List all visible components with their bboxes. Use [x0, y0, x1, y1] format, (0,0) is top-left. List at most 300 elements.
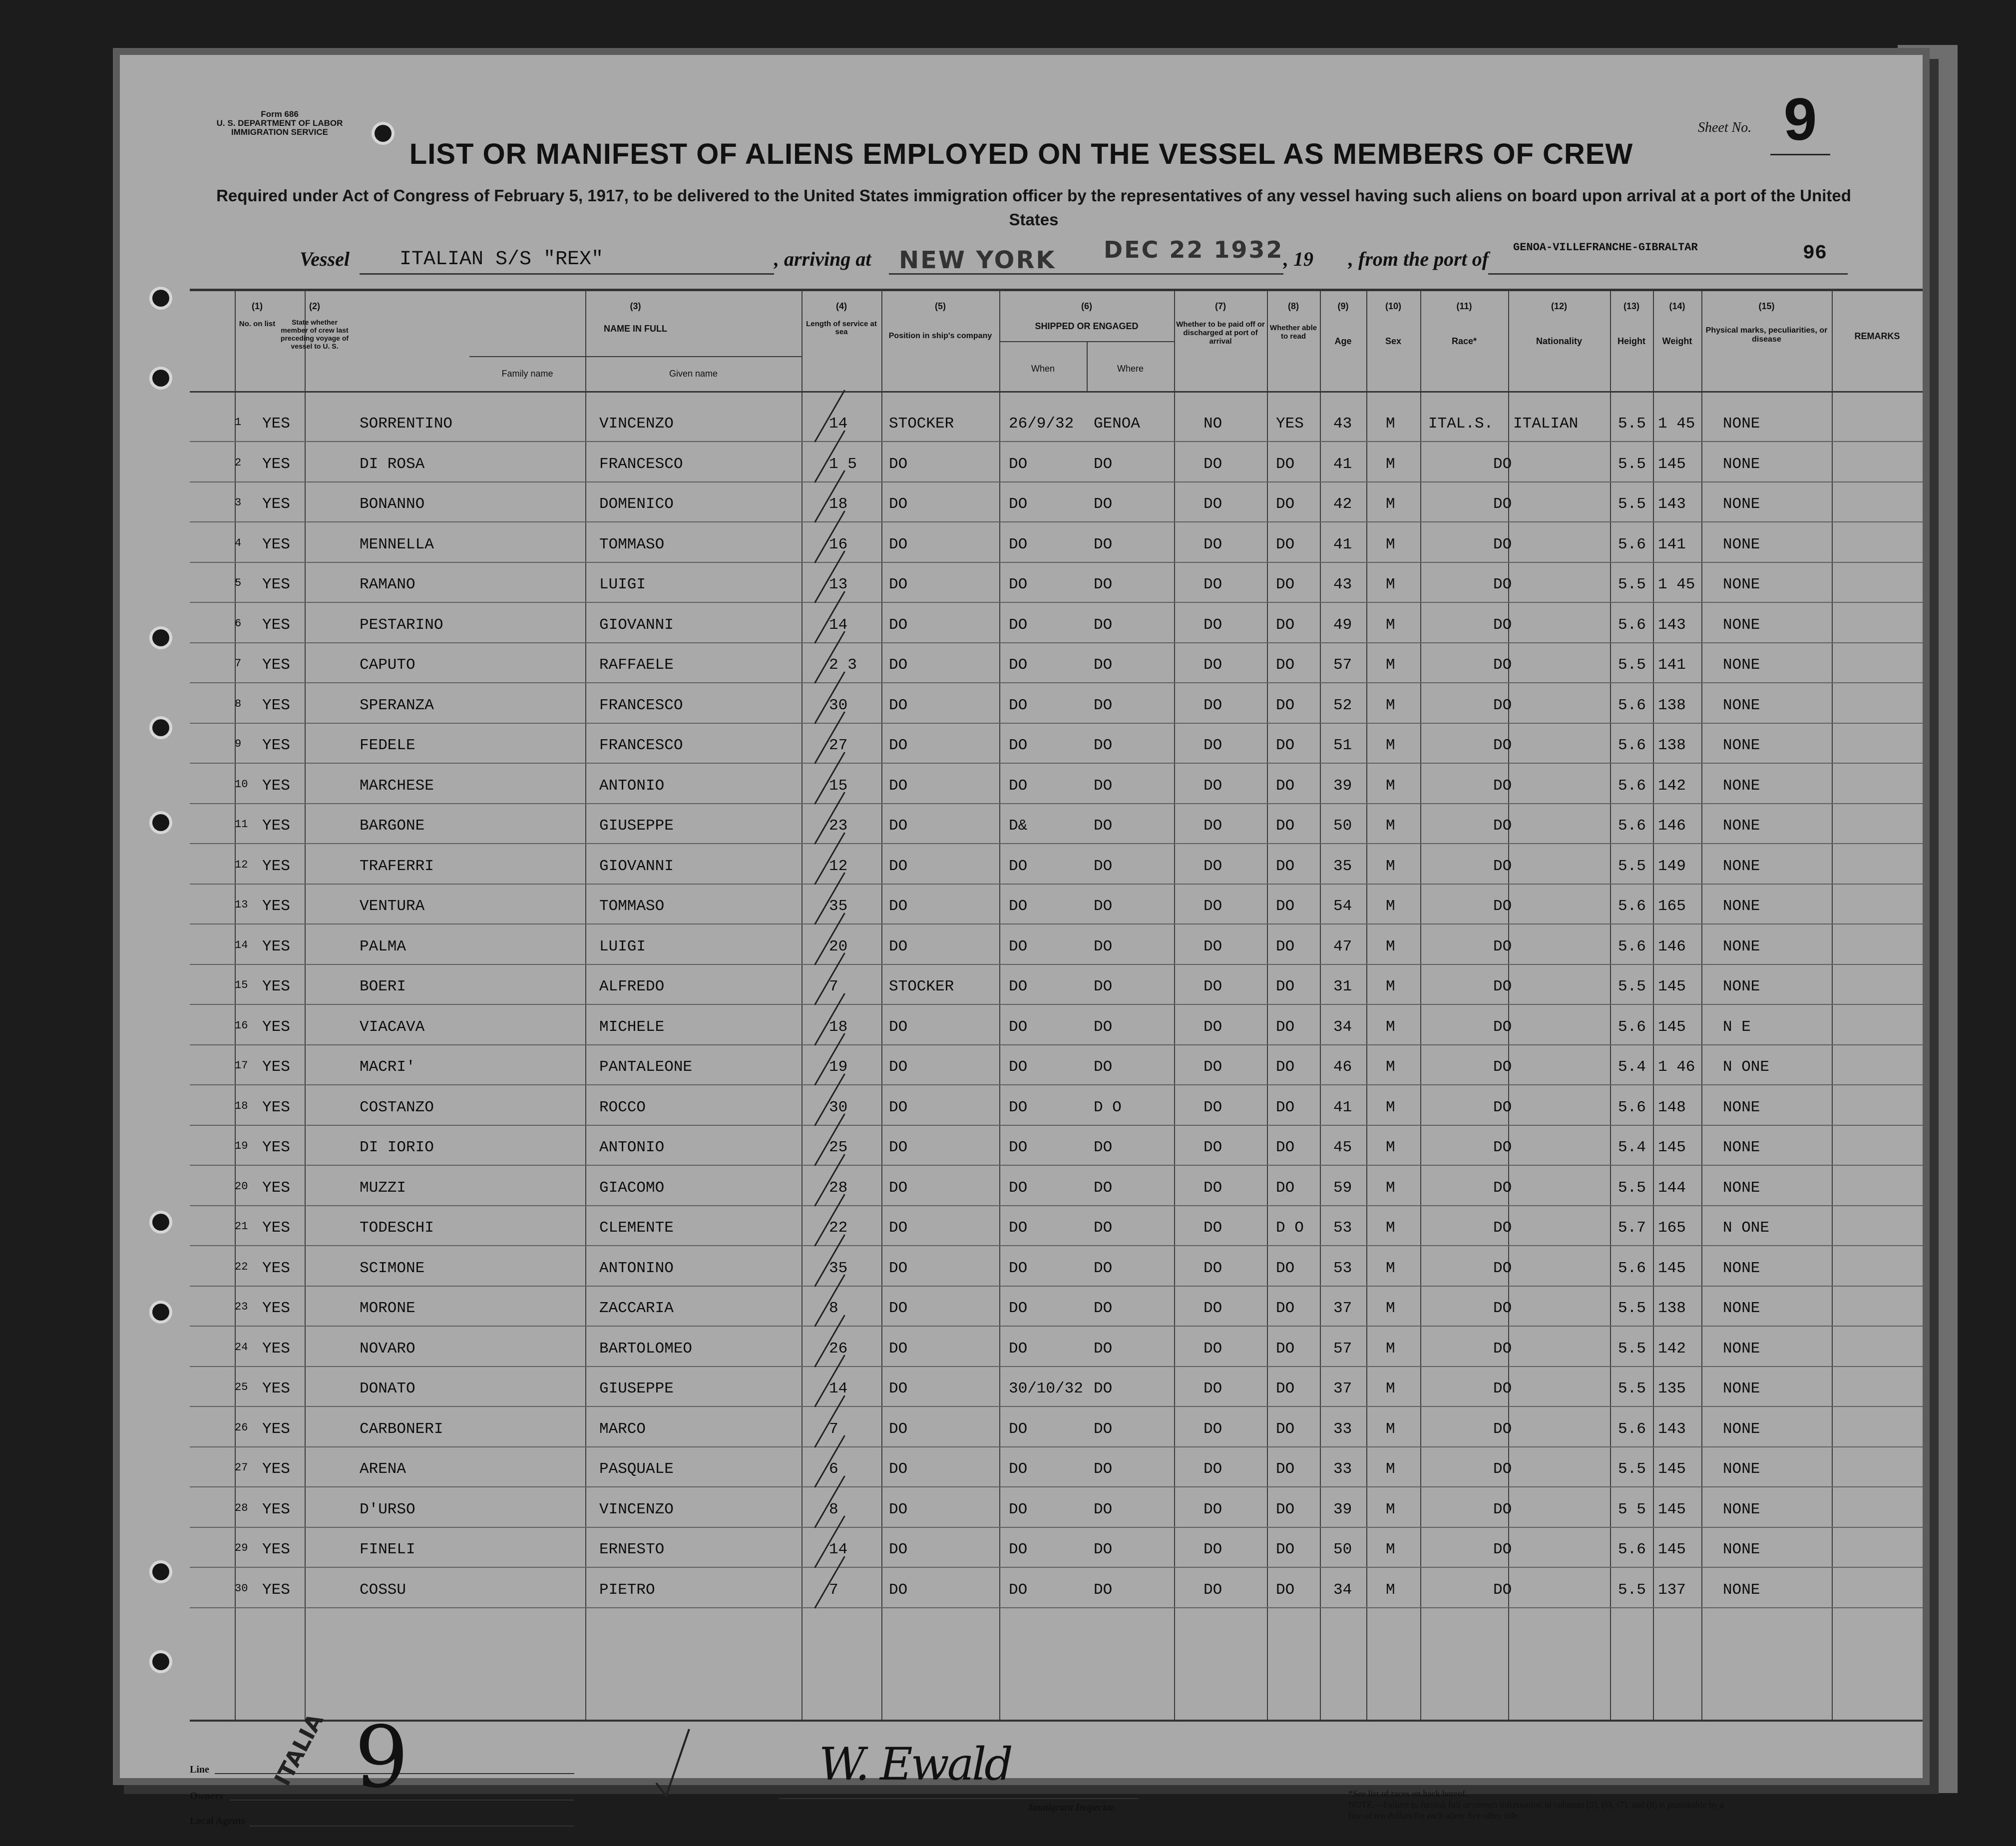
weight-cell: 145	[1658, 1500, 1686, 1518]
given-name-cell: VINCENZO	[599, 1500, 674, 1518]
age-cell: 37	[1333, 1300, 1352, 1317]
shipped-where-cell: DO	[1094, 978, 1113, 995]
race-cell: DO	[1493, 495, 1512, 513]
shipped-when-cell: DO	[1009, 1460, 1028, 1478]
position-cell: DO	[889, 1581, 908, 1599]
age-cell: 50	[1333, 817, 1352, 835]
age-cell: 51	[1333, 737, 1352, 754]
service-length-cell: 7	[829, 1581, 838, 1599]
age-cell: 41	[1333, 535, 1352, 553]
age-cell: 37	[1333, 1380, 1352, 1397]
height-cell: 5.6	[1618, 696, 1646, 714]
col-header-name-in-full: (3) NAME IN FULL	[604, 301, 667, 334]
table-row	[190, 683, 1923, 724]
sex-cell: M	[1386, 937, 1395, 955]
able-to-read-cell: DO	[1276, 495, 1295, 513]
weight-cell: 143	[1658, 495, 1686, 513]
shipped-where-cell: GENOA	[1094, 415, 1141, 433]
able-to-read-cell: DO	[1276, 1098, 1295, 1116]
height-cell: 5.6	[1618, 737, 1646, 754]
family-name-cell: MARCHESE	[360, 777, 434, 795]
race-cell: DO	[1493, 1581, 1512, 1599]
paid-off-cell: DO	[1204, 1500, 1222, 1518]
service-length-cell: 35	[829, 898, 848, 915]
physical-marks-cell: NONE	[1723, 1259, 1760, 1277]
paid-off-cell: DO	[1204, 495, 1222, 513]
position-cell: DO	[889, 1300, 908, 1317]
height-cell: 5.5	[1618, 1581, 1646, 1599]
col-header-remarks: REMARKS	[1854, 331, 1900, 341]
position-cell: DO	[889, 1380, 908, 1397]
col-header-able-to-read: (8) Whether able to read	[1269, 301, 1317, 341]
position-cell: DO	[889, 1058, 908, 1076]
shipped-where-cell: DO	[1094, 737, 1113, 754]
race-cell: DO	[1493, 817, 1512, 835]
table-row	[190, 1286, 1923, 1327]
service-length-cell: 7	[829, 978, 838, 995]
position-cell: DO	[889, 937, 908, 955]
physical-marks-cell: NONE	[1723, 1460, 1760, 1478]
age-cell: 54	[1333, 898, 1352, 915]
service-length-cell: 8	[829, 1500, 838, 1518]
weight-cell: 142	[1658, 1340, 1686, 1358]
service-length-cell: 6	[829, 1460, 838, 1478]
shipped-where-cell: DO	[1094, 1500, 1113, 1518]
sex-cell: M	[1386, 857, 1395, 875]
sex-cell: M	[1386, 777, 1395, 795]
row-no-cell: 7	[235, 657, 242, 670]
shipped-when-cell: DO	[1009, 576, 1028, 593]
row-no-cell: 10	[235, 778, 248, 791]
shipped-where-cell: DO	[1094, 1380, 1113, 1397]
family-name-cell: COSSU	[360, 1581, 406, 1599]
given-name-cell: FRANCESCO	[599, 737, 683, 754]
position-cell: DO	[889, 1139, 908, 1156]
shipped-where-cell: DO	[1094, 1420, 1113, 1438]
prev-voyage-cell: YES	[262, 1018, 290, 1036]
physical-marks-cell: NONE	[1723, 817, 1760, 835]
race-cell: DO	[1493, 656, 1512, 674]
paid-off-cell: DO	[1204, 656, 1222, 674]
age-cell: 57	[1333, 656, 1352, 674]
position-cell: STOCKER	[889, 978, 954, 995]
position-cell: DO	[889, 696, 908, 714]
physical-marks-cell: NONE	[1723, 1541, 1760, 1558]
height-cell: 5.5	[1618, 1460, 1646, 1478]
family-name-cell: COSTANZO	[360, 1098, 434, 1116]
height-cell: 5.6	[1618, 616, 1646, 634]
service-length-cell: 18	[829, 1018, 848, 1036]
prev-voyage-cell: YES	[262, 415, 290, 433]
given-name-cell: PIETRO	[599, 1581, 655, 1599]
row-no-cell: 15	[235, 979, 248, 991]
table-row	[190, 1446, 1923, 1487]
row-no-cell: 14	[235, 938, 248, 951]
physical-marks-cell: NONE	[1723, 656, 1760, 674]
sex-cell: M	[1386, 1058, 1395, 1076]
col-header-family-name: Family name	[501, 369, 553, 379]
row-no-cell: 11	[235, 818, 248, 831]
given-name-cell: ANTONIO	[599, 1139, 665, 1156]
physical-marks-cell: NONE	[1723, 616, 1760, 634]
paid-off-cell: DO	[1204, 1581, 1222, 1599]
shipped-where-cell: DO	[1094, 937, 1113, 955]
given-name-cell: FRANCESCO	[599, 455, 683, 473]
position-cell: DO	[889, 1500, 908, 1518]
family-name-cell: MACRI'	[360, 1058, 415, 1076]
physical-marks-cell: NONE	[1723, 415, 1760, 433]
paid-off-cell: DO	[1204, 1541, 1222, 1558]
sex-cell: M	[1386, 1340, 1395, 1358]
table-row	[190, 1527, 1923, 1568]
shipped-when-cell: DO	[1009, 1340, 1028, 1358]
prev-voyage-cell: YES	[262, 1340, 290, 1358]
given-name-cell: CLEMENTE	[599, 1219, 674, 1237]
age-cell: 41	[1333, 455, 1352, 473]
service-length-cell: 23	[829, 817, 848, 835]
table-row	[190, 481, 1923, 522]
weight-cell: 148	[1658, 1098, 1686, 1116]
race-cell: DO	[1493, 898, 1512, 915]
paid-off-cell: DO	[1204, 777, 1222, 795]
table-row	[190, 844, 1923, 885]
col-header-height: (13) Height	[1617, 301, 1645, 346]
weight-cell: 145	[1658, 1259, 1686, 1277]
shipped-where-cell: DO	[1094, 1300, 1113, 1317]
race-cell: DO	[1493, 1139, 1512, 1156]
family-name-cell: CARBONERI	[360, 1420, 443, 1438]
able-to-read-cell: DO	[1276, 535, 1295, 553]
able-to-read-cell: DO	[1276, 1259, 1295, 1277]
sex-cell: M	[1386, 817, 1395, 835]
shipped-where-cell: DO	[1094, 1018, 1113, 1036]
paid-off-cell: NO	[1204, 415, 1222, 433]
physical-marks-cell: NONE	[1723, 937, 1760, 955]
able-to-read-cell: DO	[1276, 656, 1295, 674]
shipped-where-cell: DO	[1094, 777, 1113, 795]
table-row	[190, 1567, 1923, 1608]
weight-cell: 145	[1658, 455, 1686, 473]
weight-cell: 146	[1658, 937, 1686, 955]
height-cell: 5.5	[1618, 455, 1646, 473]
service-length-cell: 2 3	[829, 656, 857, 674]
age-cell: 57	[1333, 1340, 1352, 1358]
able-to-read-cell: DO	[1276, 696, 1295, 714]
prev-voyage-cell: YES	[262, 1139, 290, 1156]
shipped-where-cell: DO	[1094, 696, 1113, 714]
shipped-where-cell: DO	[1094, 1460, 1113, 1478]
shipped-where-cell: DO	[1094, 656, 1113, 674]
shipped-when-cell: DO	[1009, 777, 1028, 795]
age-cell: 39	[1333, 777, 1352, 795]
prev-voyage-cell: YES	[262, 1179, 290, 1197]
family-name-cell: BOERI	[360, 978, 406, 995]
given-name-cell: GIACOMO	[599, 1179, 665, 1197]
col-header-given-name: Given name	[669, 369, 718, 379]
prev-voyage-cell: YES	[262, 1380, 290, 1397]
race-cell: DO	[1493, 978, 1512, 995]
race-cell: DO	[1493, 1259, 1512, 1277]
table-row	[190, 964, 1923, 1005]
punch-hole	[152, 1304, 169, 1321]
given-name-cell: GIUSEPPE	[599, 817, 674, 835]
sex-cell: M	[1386, 656, 1395, 674]
prev-voyage-cell: YES	[262, 1500, 290, 1518]
family-name-cell: MENNELLA	[360, 535, 434, 553]
manifest-page	[120, 55, 1923, 1827]
sex-cell: M	[1386, 616, 1395, 634]
position-cell: STOCKER	[889, 415, 954, 433]
shipped-when-cell: DO	[1009, 1500, 1028, 1518]
family-name-cell: VIACAVA	[360, 1018, 425, 1036]
position-cell: DO	[889, 656, 908, 674]
given-name-cell: PANTALEONE	[599, 1058, 693, 1076]
height-cell: 5.6	[1618, 1098, 1646, 1116]
family-name-cell: DONATO	[360, 1380, 415, 1397]
able-to-read-cell: DO	[1276, 737, 1295, 754]
physical-marks-cell: NONE	[1723, 535, 1760, 553]
able-to-read-cell: DO	[1276, 1058, 1295, 1076]
height-cell: 5.5	[1618, 656, 1646, 674]
prev-voyage-cell: YES	[262, 1259, 290, 1277]
arrival-port-stamp: NEW YORK	[899, 246, 1056, 274]
race-cell: DO	[1493, 1098, 1512, 1116]
family-name-cell: SCIMONE	[360, 1259, 425, 1277]
height-cell: 5 5	[1618, 1500, 1646, 1518]
table-row	[190, 1004, 1923, 1045]
able-to-read-cell: D O	[1276, 1219, 1304, 1237]
footer-note: *See list of races on back hereof. NOTE.—Failure to furnish full or correct information in columns (3), (6), (7), and (8) is punishable by a fine of ten dollars for each alien. See other side.	[1348, 1789, 1724, 1821]
shipped-where-cell: DO	[1094, 1219, 1113, 1237]
family-name-cell: D'URSO	[360, 1500, 415, 1518]
shipped-when-cell: DO	[1009, 1139, 1028, 1156]
service-length-cell: 16	[829, 535, 848, 553]
owners-label: Owners	[190, 1791, 223, 1802]
physical-marks-cell: NONE	[1723, 1581, 1760, 1599]
weight-cell: 138	[1658, 696, 1686, 714]
weight-cell: 1 45	[1658, 415, 1695, 433]
shipped-when-cell: DO	[1009, 1098, 1028, 1116]
position-cell: DO	[889, 535, 908, 553]
age-cell: 39	[1333, 1500, 1352, 1518]
family-name-cell: BARGONE	[360, 817, 425, 835]
age-cell: 52	[1333, 696, 1352, 714]
nationality-cell: ITALIAN	[1513, 415, 1579, 433]
vessel-name: ITALIAN S/S "REX"	[400, 248, 604, 271]
table-row	[190, 1165, 1923, 1206]
given-name-cell: RAFFAELE	[599, 656, 674, 674]
given-name-cell: DOMENICO	[599, 495, 674, 513]
sex-cell: M	[1386, 1541, 1395, 1558]
service-length-cell: 27	[829, 737, 848, 754]
family-name-cell: NOVARO	[360, 1340, 415, 1358]
position-cell: DO	[889, 1259, 908, 1277]
paid-off-cell: DO	[1204, 1420, 1222, 1438]
position-cell: DO	[889, 817, 908, 835]
weight-cell: 146	[1658, 817, 1686, 835]
able-to-read-cell: DO	[1276, 576, 1295, 593]
given-name-cell: ALFREDO	[599, 978, 665, 995]
sex-cell: M	[1386, 978, 1395, 995]
physical-marks-cell: NONE	[1723, 1340, 1760, 1358]
paid-off-cell: DO	[1204, 696, 1222, 714]
weight-cell: 145	[1658, 1018, 1686, 1036]
physical-marks-cell: NONE	[1723, 455, 1760, 473]
age-cell: 34	[1333, 1581, 1352, 1599]
physical-marks-cell: NONE	[1723, 495, 1760, 513]
height-cell: 5.6	[1618, 777, 1646, 795]
position-cell: DO	[889, 616, 908, 634]
able-to-read-cell: DO	[1276, 1500, 1295, 1518]
shipped-when-cell: D&	[1009, 817, 1028, 835]
sex-cell: M	[1386, 737, 1395, 754]
row-no-cell: 18	[235, 1099, 248, 1112]
given-name-cell: VINCENZO	[599, 415, 674, 433]
shipped-when-cell: DO	[1009, 495, 1028, 513]
col-header-race: (11) Race*	[1451, 301, 1477, 346]
position-cell: DO	[889, 1340, 908, 1358]
punch-hole	[152, 1653, 169, 1670]
paid-off-cell: DO	[1204, 1098, 1222, 1116]
service-length-cell: 14	[829, 616, 848, 634]
service-length-cell: 1 5	[829, 455, 857, 473]
prev-voyage-cell: YES	[262, 576, 290, 593]
prev-voyage-cell: YES	[262, 898, 290, 915]
service-length-cell: 30	[829, 1098, 848, 1116]
table-row	[190, 401, 1923, 442]
table-row	[190, 1246, 1923, 1287]
weight-cell: 138	[1658, 1300, 1686, 1317]
table-row	[190, 1125, 1923, 1166]
prev-voyage-cell: YES	[262, 978, 290, 995]
prev-voyage-cell: YES	[262, 455, 290, 473]
shipped-where-cell: DO	[1094, 576, 1113, 593]
row-no-cell: 22	[235, 1260, 248, 1273]
given-name-cell: MICHELE	[599, 1018, 665, 1036]
height-cell: 5.5	[1618, 495, 1646, 513]
service-length-cell: 20	[829, 937, 848, 955]
sheet-label: Sheet No.	[1698, 120, 1752, 135]
department-name: U. S. DEPARTMENT OF LABOR	[216, 118, 343, 128]
physical-marks-cell: NONE	[1723, 857, 1760, 875]
weight-cell: 145	[1658, 1541, 1686, 1558]
weight-cell: 137	[1658, 1581, 1686, 1599]
punch-hole	[152, 1563, 169, 1580]
shipped-where-cell: DO	[1094, 1581, 1113, 1599]
position-cell: DO	[889, 576, 908, 593]
family-name-cell: SORRENTINO	[360, 415, 453, 433]
table-row	[190, 1406, 1923, 1447]
able-to-read-cell: DO	[1276, 1420, 1295, 1438]
page-title: LIST OR MANIFEST OF ALIENS EMPLOYED ON THE VESSEL AS MEMBERS OF CREW	[409, 138, 1633, 170]
height-cell: 5.5	[1618, 1300, 1646, 1317]
race-cell: DO	[1493, 576, 1512, 593]
table-row	[190, 763, 1923, 804]
physical-marks-cell: NONE	[1723, 1300, 1760, 1317]
age-cell: 43	[1333, 576, 1352, 593]
able-to-read-cell: DO	[1276, 1460, 1295, 1478]
height-cell: 5.6	[1618, 1541, 1646, 1558]
race-cell: DO	[1493, 1219, 1512, 1237]
shipped-when-cell: DO	[1009, 1259, 1028, 1277]
sex-cell: M	[1386, 576, 1395, 593]
shipped-where-cell: DO	[1094, 1139, 1113, 1156]
row-no-cell: 5	[235, 577, 242, 589]
sex-cell: M	[1386, 1259, 1395, 1277]
row-no-cell: 26	[235, 1421, 248, 1434]
row-no-cell: 30	[235, 1582, 248, 1595]
paid-off-cell: DO	[1204, 817, 1222, 835]
row-no-cell: 29	[235, 1542, 248, 1554]
able-to-read-cell: DO	[1276, 1541, 1295, 1558]
given-name-cell: LUIGI	[599, 937, 646, 955]
prev-voyage-cell: YES	[262, 937, 290, 955]
sex-cell: M	[1386, 455, 1395, 473]
service-length-cell: 22	[829, 1219, 848, 1237]
punch-hole	[152, 1214, 169, 1231]
paid-off-cell: DO	[1204, 576, 1222, 593]
race-cell: DO	[1493, 777, 1512, 795]
local-agents-stamp: ITALIA	[270, 1709, 329, 1790]
table-row	[190, 442, 1923, 482]
shipped-where-cell: DO	[1094, 495, 1113, 513]
weight-cell: 141	[1658, 656, 1686, 674]
sex-cell: M	[1386, 1018, 1395, 1036]
row-no-cell: 19	[235, 1140, 248, 1152]
able-to-read-cell: DO	[1276, 1300, 1295, 1317]
able-to-read-cell: DO	[1276, 1179, 1295, 1197]
shipped-when-cell: DO	[1009, 616, 1028, 634]
service-length-cell: 14	[829, 415, 848, 433]
physical-marks-cell: NONE	[1723, 696, 1760, 714]
height-cell: 5.5	[1618, 1179, 1646, 1197]
race-cell: DO	[1493, 696, 1512, 714]
weight-cell: 141	[1658, 535, 1686, 553]
physical-marks-cell: NONE	[1723, 1380, 1760, 1397]
row-no-cell: 6	[235, 617, 242, 630]
physical-marks-cell: NONE	[1723, 1139, 1760, 1156]
race-cell: DO	[1493, 1340, 1512, 1358]
footer	[120, 1708, 1923, 1827]
shipped-when-cell: DO	[1009, 978, 1028, 995]
shipped-where-cell: DO	[1094, 616, 1113, 634]
race-cell: DO	[1493, 1380, 1512, 1397]
table-row	[190, 642, 1923, 683]
service-length-cell: 18	[829, 495, 848, 513]
height-cell: 5.5	[1618, 1340, 1646, 1358]
race-cell: DO	[1493, 737, 1512, 754]
shipped-where-cell: DO	[1094, 857, 1113, 875]
shipped-when-cell: DO	[1009, 656, 1028, 674]
shipped-where-cell: DO	[1094, 1179, 1113, 1197]
paid-off-cell: DO	[1204, 978, 1222, 995]
able-to-read-cell: YES	[1276, 415, 1304, 433]
able-to-read-cell: DO	[1276, 817, 1295, 835]
paid-off-cell: DO	[1204, 1300, 1222, 1317]
col-header-service: (4) Length of service at sea	[806, 301, 877, 336]
position-cell: DO	[889, 898, 908, 915]
table-row	[190, 723, 1923, 764]
shipped-when-cell: DO	[1009, 1219, 1028, 1237]
able-to-read-cell: DO	[1276, 1340, 1295, 1358]
race-cell: DO	[1493, 1179, 1512, 1197]
position-cell: DO	[889, 1098, 908, 1116]
physical-marks-cell: NONE	[1723, 1179, 1760, 1197]
age-cell: 53	[1333, 1219, 1352, 1237]
given-name-cell: LUIGI	[599, 576, 646, 593]
position-cell: DO	[889, 455, 908, 473]
age-cell: 35	[1333, 857, 1352, 875]
